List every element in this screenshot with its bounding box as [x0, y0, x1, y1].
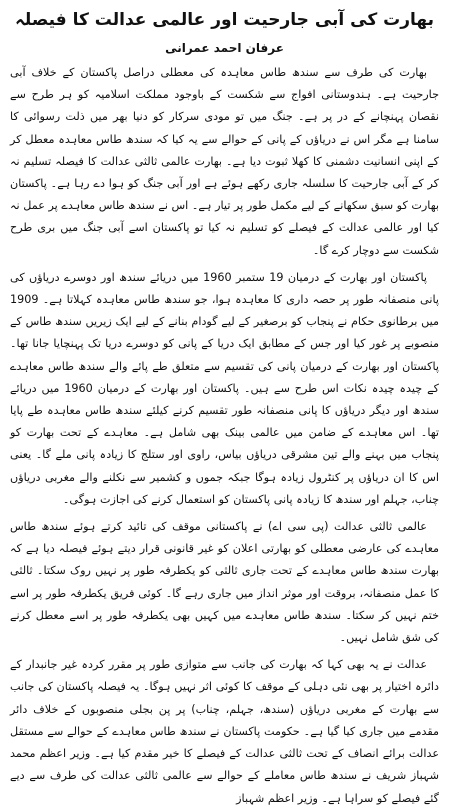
article-paragraph-2: پاکستان اور بھارت کے درمیان 19 ستمبر 1960 میں دریائے سندھ اور دوسرے دریاؤں کی پانی منصفانہ طور پر حصہ داری کا معاہدہ ہوا، جو سندھ طاس معاہدہ کہلاتا ہے۔ 1909 میں برطانوی حکام نے پنجاب کو برصغیر کے لیے گودام بنانے کے لیے ایک زیریں سندھ طاس کے منصوبے پر غور کیا اور جس کے مطابق ایک دریا کے پانی کو دوسرے دریا تک پہنچایا جانا تھا۔ پاکستان اور بھارت کے درمیان پانی کی تقسیم سے متعلق طے پائے والے سندھ طاس معاہدے کے چیدہ چیدہ نکات اس طرح سے ہیں۔ پاکستان اور بھارت کے درمیان 1960 میں دریائے سندھ اور دیگر دریاؤں کا پانی منصفانہ طور تقسیم کرنے کیلئے سندھ طاس معاہدہ طے پایا تھا۔ اس معاہدے کے ضامن میں عالمی بینک بھی شامل ہے۔ معاہدے کے تحت بھارت کو پنجاب میں بہنے والے تین مشرقی دریاؤں بیاس، راوی اور ستلج کا زیادہ پانی ملے گا۔ یعنی اس کا ان دریاؤں پر کنٹرول زیادہ ہوگا جبکہ جموں و کشمیر سے نکلنے والے مغربی دریاؤں چناب، جہلم اور سندھ کا زیادہ پانی پاکستان کو استعمال کرنے کی اجازت ہوگی۔: [10, 270, 439, 506]
author-byline: عرفان احمد عمرانی: [165, 41, 284, 55]
article-paragraph-3: عالمی ثالثی عدالت (پی سی اے) نے پاکستانی موقف کی تائید کرتے ہوئے سندھ طاس معاہدے کی عارضی معطلی کو بھارتی اعلان کو غیر قانونی قرار دیتے ہوئے فیصلہ دیا ہے کہ بھارت سندھ طاس معاہدے کے تحت جاری ثالثی کو یکطرفہ طور پر نہیں روک سکتا۔ ثالثی کا عمل منصفانہ، بروقت اور موثر انداز میں جاری رہے گا۔ کوئی فریق یکطرفہ طور پر اسے ختم نہیں کر سکتا۔ سندھ طاس معاہدے میں کہیں بھی یکطرفہ طور پر اسے معطل کرنے کی شق شامل نہیں۔: [10, 520, 439, 645]
article-paragraph-1: بھارت کی طرف سے سندھ طاس معاہدہ کی معطلی دراصل پاکستان کے خلاف آبی جارحیت ہے۔ ہندوستانی افواج سے شکست کے باوجود مملکت اسلامیہ کو ہر طرح سے نقصان پہنچانے کے در پر ہے۔ جنگ میں تو مودی سرکار کو دنیا بھر میں ذلت رسوائی کا سامنا ہے مگر اس نے دریاؤں کے پانی کے حوالے سے یہ کیا کہ سندھ طاس معاہدہ معطل کر کے اپنی انسانیت دشمنی کا کھلا ثبوت دیا ہے۔ بھارت عالمی ثالثی عدالت کا فیصلہ تسلیم نہ کر کے آبی جارحیت کا سلسلہ جاری رکھے ہوئے ہے اور آبی جنگ کو ہوا دے رہا ہے۔ پاکستان بھارت کو سبق سکھانے کے لیے مکمل طور پر تیار ہے۔ اس نے سندھ طاس معاہدے پر عمل نہ کیا اور عالمی عدالت کے فیصلے کو تسلیم نہ کیا تو پاکستان اسے آبی جنگ میں بری طرح شکست سے دوچار کرے گا۔: [10, 66, 439, 257]
article-title: بھارت کی آبی جارحیت اور عالمی عدالت کا فیصلہ: [14, 10, 435, 30]
article-paragraph-4: عدالت نے یہ بھی کہا کہ بھارت کی جانب سے متوازی طور پر مقرر کردہ غیر جانبدار کے دائرہ اختیار پر بھی نئی دہلی کے موقف کا کوئی اثر نہیں ہوگا۔ یہ فیصلہ پاکستان کی جانب سے بھارت کے مغربی دریاؤں (سندھ، جہلم، چناب) پر پن بجلی منصوبوں کے خلاف دائر مقدمے میں جاری کیا گیا ہے۔ حکومت پاکستان نے سندھ طاس معاہدے کے حوالے سے مستقل عدالت برائے انصاف کے تحت ثالثی عدالت کے فیصلے کا خیر مقدم کیا ہے۔ وزیر اعظم محمد شہباز شریف نے سندھ طاس معاملے کے حوالے سے عالمی ثالثی عدالت کی طرف سے دیے گئے فیصلے کو سراہا ہے۔ وزیر اعظم شہباز: [10, 658, 439, 805]
